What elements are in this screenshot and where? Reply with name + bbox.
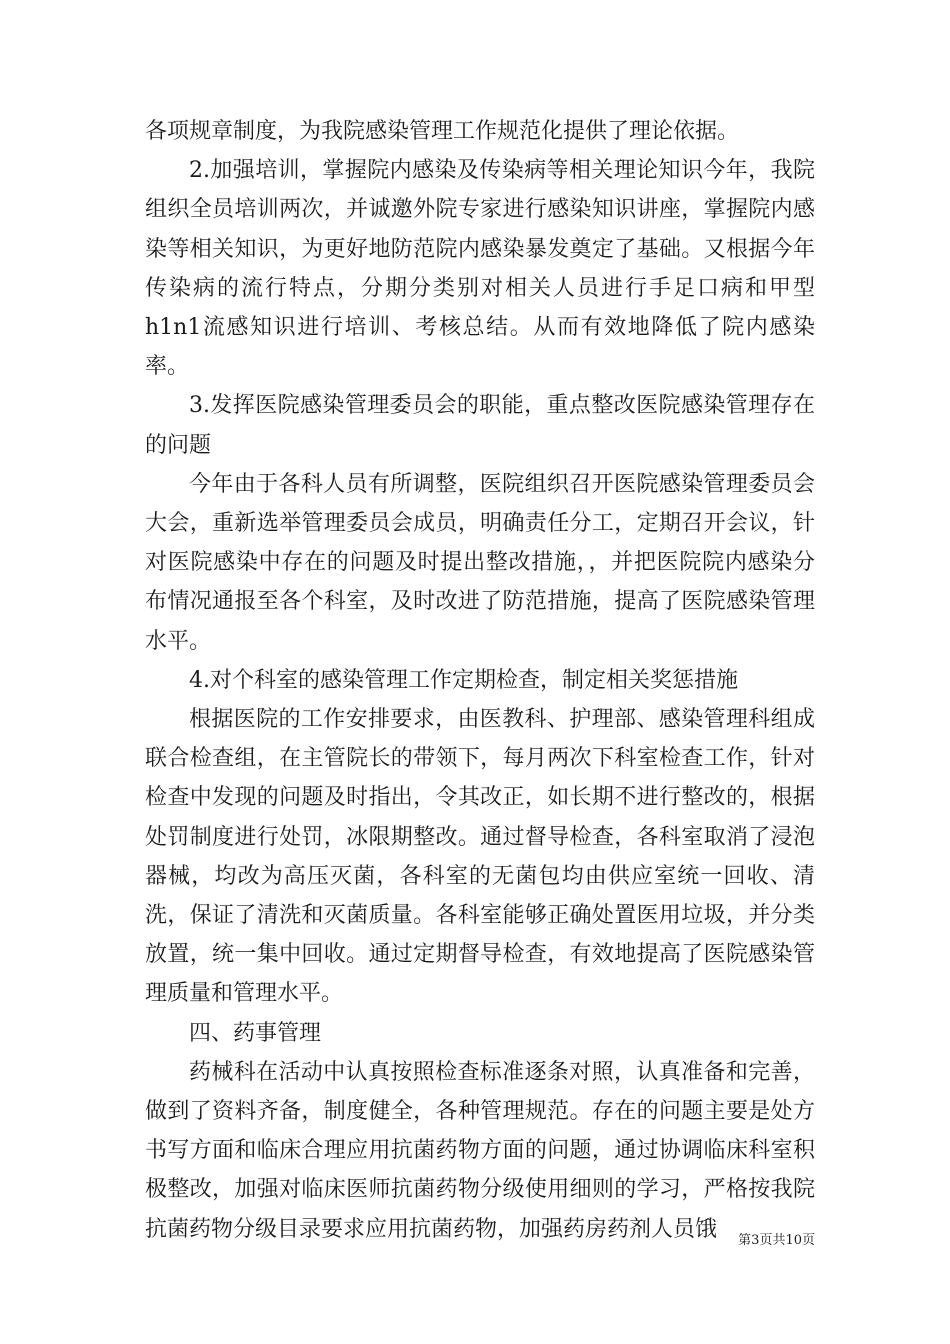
paragraph-4: 今年由于各科人员有所调整，医院组织召开医院感染管理委员会大会，重新选举管理委员会成员，明确责任分工，定期召开会议，针对医院感染中存在的问题及时提出整改措施，，并把医院院内感染分布情况通报至各个科室，及时改进了防范措施，提高了医院感染管理水平。 [145, 471, 815, 654]
paragraph-1: 各项规章制度，为我院感染管理工作规范化提供了理论依据。 [145, 119, 740, 144]
document-body [145, 112, 815, 1249]
paragraph-8: 药械科在活动中认真按照检查标准逐条对照，认真准备和完善，做到了资料齐备，制度健全，各种管理规范。存在的问题主要是处方书写方面和临床合理应用抗菌药物方面的问题，通过协调临床科室积极整改，加强对临床医师抗菌药物分级使用细则的学习，严格按我院抗菌药物分级目录要求应用抗菌药物，加强药房药剂人员饿 [145, 1059, 815, 1242]
paragraph-5-heading: 4.对个科室的感染管理工作定期检查，制定相关奖惩措施 [189, 667, 738, 693]
paragraph-6: 根据医院的工作安排要求，由医教科、护理部、感染管理科组成联合检查组，在主管院长的带领下，每月两次下科室检查工作，针对检查中发现的问题及时指出，令其改正，如长期不进行整改的，根据处罚制度进行处罚，冰限期整改。通过督导检查，各科室取消了浸泡器械，均改为高压灭菌，各科室的无菌包均由供应室统一回收、清洗，保证了清洗和灭菌质量。各科室能够正确处置医用垃圾，并分类放置，统一集中回收。通过定期督导检查，有效地提高了医院感染管理质量和管理水平。 [145, 707, 815, 1007]
section-heading-pharmacy: 四、药事管理 [189, 1020, 322, 1046]
paragraph-2: 2.加强培训，掌握院内感染及传染病等相关理论知识今年，我院组织全员培训两次，并诚邀外院专家进行感染知识讲座，掌握院内感染等相关知识，为更好地防范院内感染暴发奠定了基础。又根据今年传染病的流行特点，分期分类别对相关人员进行手足口病和甲型h1n1流感知识进行培训、考核总结。从而有效地降低了院内感染率。 [145, 158, 815, 380]
page-number-footer: 第3页共10页 [738, 1233, 815, 1248]
paragraph-3-heading: 3.发挥医院感染管理委员会的职能，重点整改医院感染管理存在的问题 [145, 393, 815, 458]
